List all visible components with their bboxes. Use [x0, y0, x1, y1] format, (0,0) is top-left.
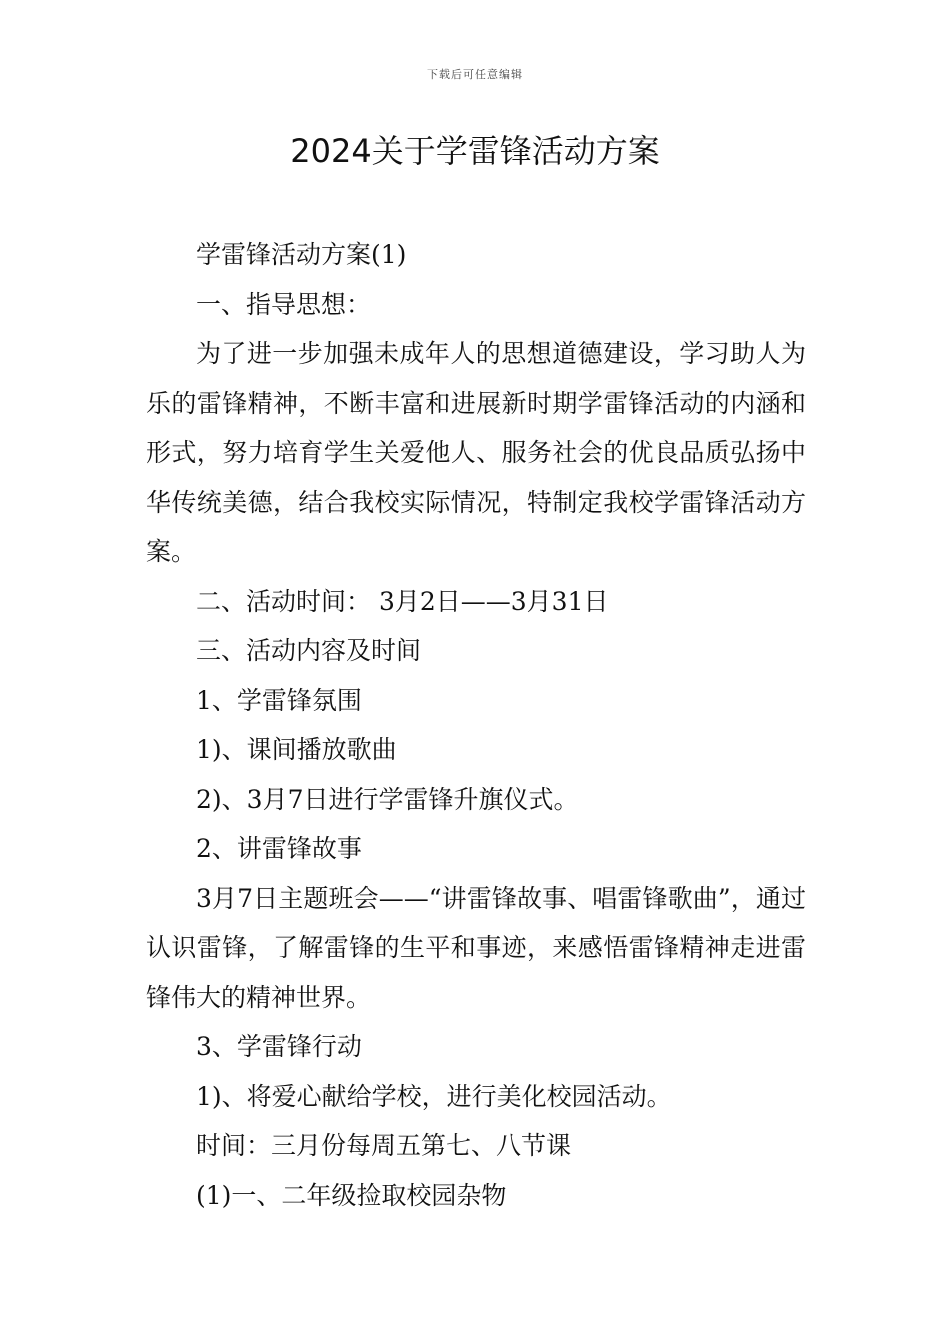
activity-time-line: 二、活动时间： 3月2日——3月31日 — [196, 586, 609, 616]
guiding-ideology-paragraph: 为了进一步加强未成年人的思想道德建设，学习助人为乐的雷锋精神，不断丰富和进展新时期学雷锋活动的内涵和形式，努力培育学生关爱他人、服务社会的优良品质弘扬中华传统美德，结合我校实际情况，特制定我校学雷锋活动方案。 — [146, 339, 806, 566]
subitem-grade-task: (1)一、二年级捡取校园杂物 — [196, 1180, 507, 1210]
subitem-beautify-campus: 1)、将爱心献给学校，进行美化校园活动。 — [196, 1081, 672, 1111]
document-title: 2024关于学雷锋活动方案 — [290, 132, 660, 170]
item-action: 3、学雷锋行动 — [196, 1032, 362, 1061]
item-stories: 2、讲雷锋故事 — [196, 834, 362, 863]
document-body — [146, 230, 806, 1220]
page-header-note: 下载后可任意编辑 — [427, 68, 523, 81]
subitem-play-songs: 1)、课间播放歌曲 — [196, 735, 397, 764]
item-atmosphere: 1、学雷锋氛围 — [196, 685, 362, 715]
subitem-flag-ceremony: 2)、3月7日进行学雷锋升旗仪式。 — [196, 784, 579, 814]
time-line: 时间：三月份每周五第七、八节课 — [196, 1131, 572, 1160]
guiding-ideology-heading: 一、指导思想： — [196, 289, 372, 319]
activity-content-heading: 三、活动内容及时间 — [196, 636, 422, 665]
section-heading: 学雷锋活动方案(1) — [196, 240, 407, 269]
class-meeting-paragraph: 3月7日主题班会——“讲雷锋故事、唱雷锋歌曲”，通过认识雷锋，了解雷锋的生平和事迹，来感悟雷锋精神走进雷锋伟大的精神世界。 — [146, 883, 806, 1012]
